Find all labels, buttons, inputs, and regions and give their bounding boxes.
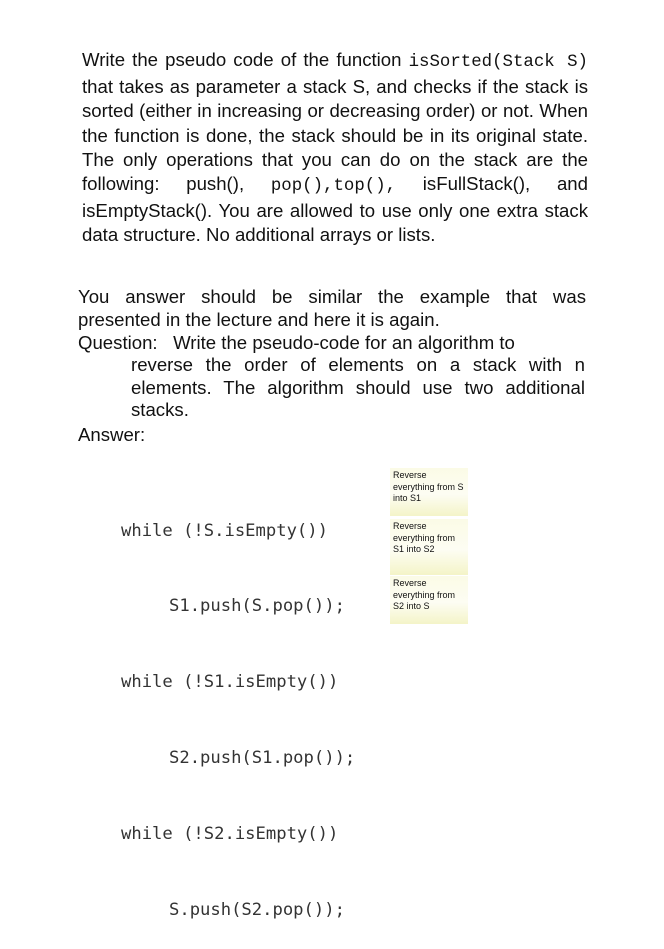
op-pop-top: pop(),top(), — [270, 177, 397, 197]
annotation-note-1: Reverse everything from S into S1 — [390, 468, 468, 516]
statement-text-4: You are allowed to use only one extra stack data structure. No additional arrays or lists. — [82, 200, 588, 246]
question-body: reverse the order of elements on a stack with n elements. The algorithm should use two additional stacks. — [131, 354, 585, 421]
annotation-note-2: Reverse everything from S1 into S2 — [390, 519, 468, 575]
statement-text-3: and — [530, 173, 588, 195]
answer-label: Answer: — [78, 424, 146, 445]
code-line: while (!S1.isEmpty()) — [121, 672, 339, 693]
code-line: while (!S2.isEmpty()) — [121, 824, 339, 845]
question-heading — [78, 332, 586, 355]
question-label: Question: — [78, 332, 158, 353]
question-first-line: Write the pseudo-code for an algorithm to — [173, 332, 515, 353]
instruction-paragraph: You answer should be similar the example that was presented in the lecture and here it is again. — [78, 286, 586, 330]
statement-text-1: Write the pseudo code of the function — [82, 49, 409, 70]
op-push: push(), — [186, 173, 245, 195]
code-line: S.push(S2.pop()); — [169, 900, 345, 921]
problem-statement — [82, 48, 588, 248]
code-block — [121, 468, 355, 949]
annotation-note-3: Reverse everything from S2 into S — [390, 576, 468, 624]
op-isemptystack: isEmptyStack(). — [82, 200, 213, 222]
statement-text-2: that takes as parameter a stack S, and checks if the stack is sorted (either in increasing or decreasing order) or not. When the function is done, the stack should be in its original state. The only operations that you can do on the stack are the following: — [82, 76, 588, 195]
code-line: while (!S.isEmpty()) — [121, 520, 328, 541]
code-line: S2.push(S1.pop()); — [169, 748, 356, 769]
op-isfullstack: isFullStack(), — [422, 173, 531, 195]
function-signature: isSorted(Stack S) — [408, 53, 588, 72]
code-line: S1.push(S.pop()); — [169, 596, 345, 617]
